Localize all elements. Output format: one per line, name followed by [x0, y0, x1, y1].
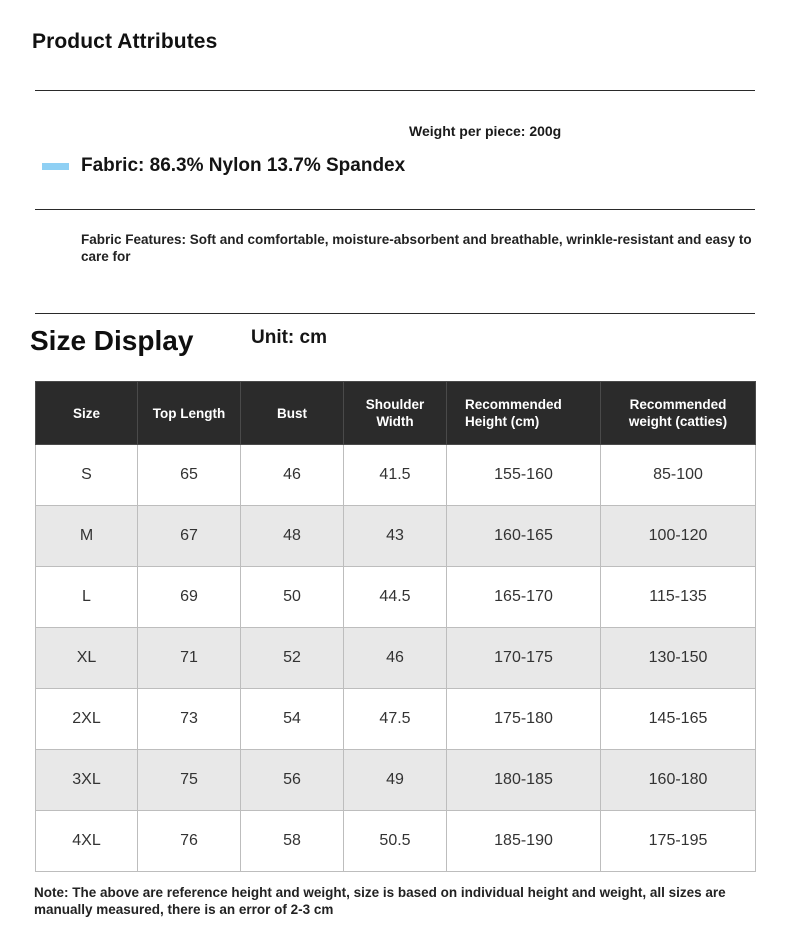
cell-bust: 48 — [241, 506, 344, 567]
table-row — [36, 689, 756, 750]
cell-top-length: 75 — [138, 750, 241, 811]
fabric-features: Fabric Features: Soft and comfortable, moisture-absorbent and breathable, wrinkle-resistant and easy to care for — [81, 232, 752, 264]
header-shoulder-width: Shoulder Width — [344, 382, 447, 445]
cell-size: 2XL — [36, 689, 138, 750]
cell-top-length: 73 — [138, 689, 241, 750]
cell-size: 4XL — [36, 811, 138, 872]
cell-size: S — [36, 445, 138, 506]
table-row — [36, 811, 756, 872]
cell-weight: 175-195 — [601, 811, 756, 872]
table-row — [36, 628, 756, 689]
unit-label: Unit: cm — [251, 327, 327, 348]
cell-height: 155-160 — [447, 445, 601, 506]
cell-bust: 58 — [241, 811, 344, 872]
size-table — [35, 381, 756, 872]
table-row — [36, 445, 756, 506]
cell-height: 170-175 — [447, 628, 601, 689]
cell-height: 185-190 — [447, 811, 601, 872]
cell-weight: 85-100 — [601, 445, 756, 506]
divider-middle — [35, 209, 755, 210]
cell-weight: 160-180 — [601, 750, 756, 811]
cell-weight: 100-120 — [601, 506, 756, 567]
cell-size: L — [36, 567, 138, 628]
fabric-composition: Fabric: 86.3% Nylon 13.7% Spandex — [81, 155, 406, 176]
cell-bust: 46 — [241, 445, 344, 506]
header-recommended-weight: Recommended weight (catties) — [601, 382, 756, 445]
cell-shoulder-width: 44.5 — [344, 567, 447, 628]
cell-weight: 115-135 — [601, 567, 756, 628]
cell-bust: 50 — [241, 567, 344, 628]
cell-height: 165-170 — [447, 567, 601, 628]
fabric-marker-bar — [42, 163, 69, 170]
header-bust: Bust — [241, 382, 344, 445]
table-row — [36, 506, 756, 567]
cell-bust: 54 — [241, 689, 344, 750]
cell-shoulder-width: 50.5 — [344, 811, 447, 872]
cell-shoulder-width: 49 — [344, 750, 447, 811]
product-attributes-title: Product Attributes — [32, 30, 218, 53]
cell-shoulder-width: 47.5 — [344, 689, 447, 750]
cell-shoulder-width: 43 — [344, 506, 447, 567]
fabric-row — [42, 155, 405, 177]
cell-top-length: 65 — [138, 445, 241, 506]
cell-size: 3XL — [36, 750, 138, 811]
cell-top-length: 71 — [138, 628, 241, 689]
divider-top — [35, 90, 755, 91]
header-size: Size — [36, 382, 138, 445]
cell-height: 160-165 — [447, 506, 601, 567]
cell-top-length: 76 — [138, 811, 241, 872]
header-recommended-height: Recommended Height (cm) — [447, 382, 601, 445]
weight-per-piece: Weight per piece: 200g — [409, 123, 562, 139]
cell-size: XL — [36, 628, 138, 689]
header-top-length: Top Length — [138, 382, 241, 445]
cell-height: 175-180 — [447, 689, 601, 750]
table-row — [36, 750, 756, 811]
cell-bust: 56 — [241, 750, 344, 811]
measurement-note: Note: The above are reference height and weight, size is based on individual height and weight, all sizes are manually measured, there is an error of 2-3 cm — [34, 885, 726, 917]
divider-bottom — [35, 313, 755, 314]
cell-weight: 130-150 — [601, 628, 756, 689]
size-display-title: Size Display — [30, 325, 194, 356]
cell-top-length: 69 — [138, 567, 241, 628]
cell-top-length: 67 — [138, 506, 241, 567]
cell-size: M — [36, 506, 138, 567]
cell-shoulder-width: 41.5 — [344, 445, 447, 506]
table-row — [36, 567, 756, 628]
cell-shoulder-width: 46 — [344, 628, 447, 689]
cell-bust: 52 — [241, 628, 344, 689]
cell-weight: 145-165 — [601, 689, 756, 750]
size-table-header-row — [36, 382, 756, 445]
cell-height: 180-185 — [447, 750, 601, 811]
